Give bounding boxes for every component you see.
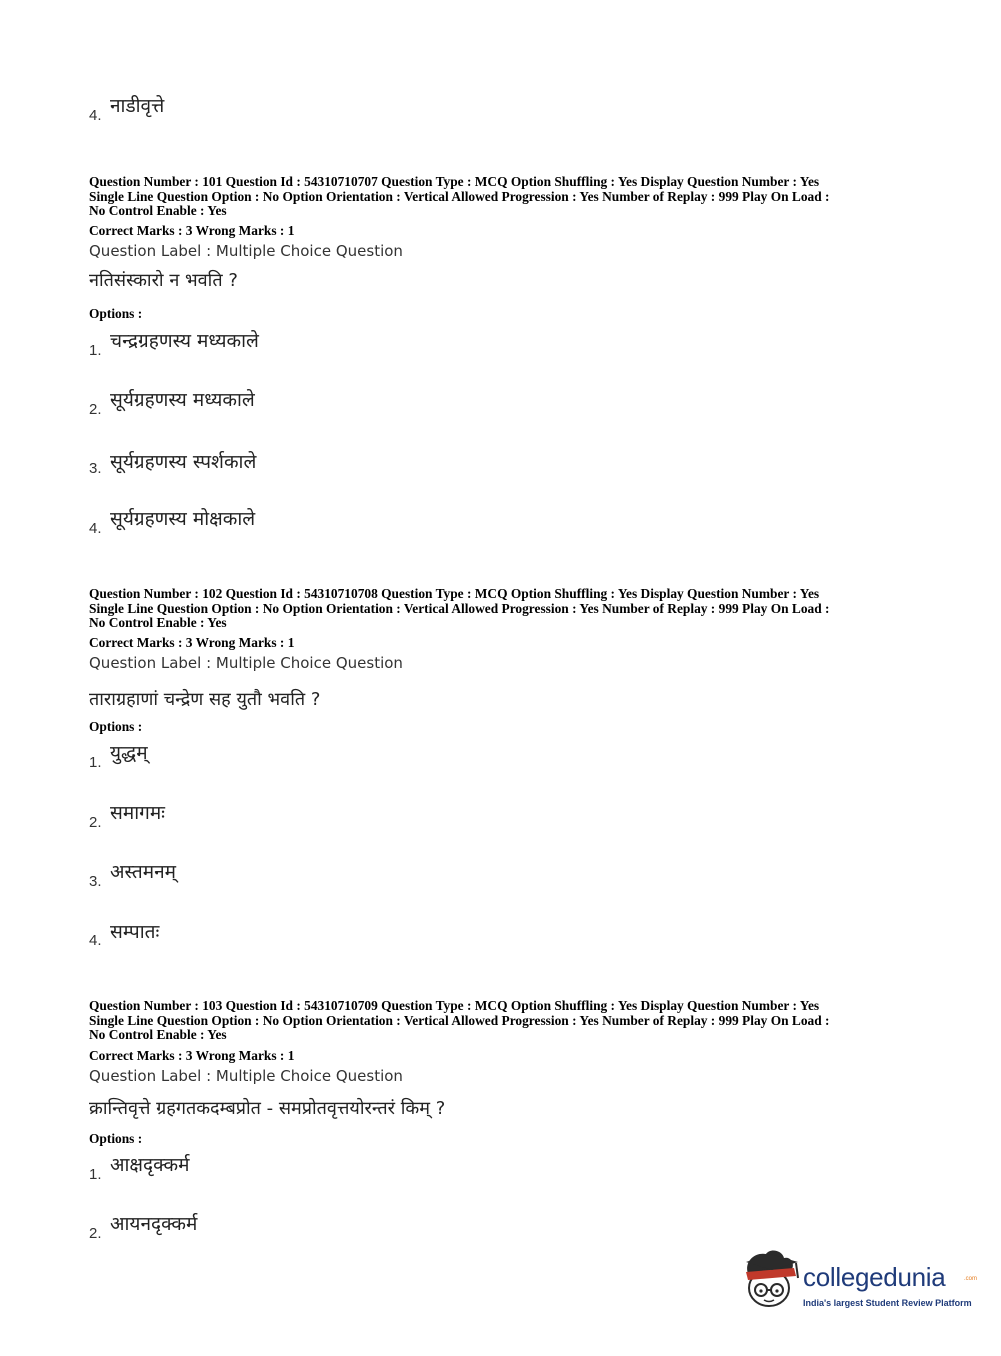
option-number: 2. [89,1225,102,1242]
option-text: आक्षदृक्कर्म [110,1154,190,1176]
options-heading: Options : [89,719,143,734]
option-number: 4. [89,520,102,537]
prev-option-number: 4. [89,107,102,124]
logo-wordmark: collegedunia [803,1262,946,1292]
question-block-102 [89,587,919,631]
question-block-103 [89,999,919,1043]
option-number: 3. [89,460,102,477]
question-text: क्रान्तिवृत्ते ग्रहगतकदम्बप्रोत - समप्रोतवृत्तयोरन्तरं किम् ? [89,1098,446,1119]
question-meta: Question Number : 101 Question Id : 54310710707 Question Type : MCQ Option Shuffling : Yes Display Question Number : Yes Single Line Question Option : No Option Orientation : Vertical Allowed Progression : Yes Number of Replay : 999 Play On Load : No Control Enable : Yes [89,174,830,219]
logo-domain-suffix: .com [964,1276,978,1282]
question-block-101 [89,175,919,219]
question-meta: Question Number : 103 Question Id : 54310710709 Question Type : MCQ Option Shuffling : Yes Display Question Number : Yes Single Line Question Option : No Option Orientation : Vertical Allowed Progression : Yes Number of Replay : 999 Play On Load : No Control Enable : Yes [89,998,830,1043]
option-text: समागमः [110,802,166,824]
option-text: अस्तमनम् [110,861,177,883]
question-marks: Correct Marks : 3 Wrong Marks : 1 [89,635,295,650]
option-number: 1. [89,1166,102,1183]
option-text: सम्पातः [110,921,160,943]
option-number: 1. [89,342,102,359]
question-marks: Correct Marks : 3 Wrong Marks : 1 [89,1048,295,1063]
options-heading: Options : [89,306,143,321]
option-number: 2. [89,401,102,418]
question-label: Question Label : Multiple Choice Question [89,242,403,260]
option-number: 1. [89,754,102,771]
options-heading: Options : [89,1131,143,1146]
option-text: चन्द्रग्रहणस्य मध्यकाले [110,330,259,352]
option-text: सूर्यग्रहणस्य मोक्षकाले [110,508,256,530]
question-text: नतिसंस्कारो न भवति ? [89,270,238,291]
option-text: सूर्यग्रहणस्य मध्यकाले [110,389,255,411]
prev-option-text: नाडीवृत्ते [110,95,165,117]
option-text: सूर्यग्रहणस्य स्पर्शकाले [110,451,257,473]
question-label: Question Label : Multiple Choice Question [89,1067,403,1085]
option-number: 3. [89,873,102,890]
collegedunia-logo [740,1248,978,1318]
option-text: आयनदृक्कर्म [110,1213,198,1235]
question-meta: Question Number : 102 Question Id : 54310710708 Question Type : MCQ Option Shuffling : Yes Display Question Number : Yes Single Line Question Option : No Option Orientation : Vertical Allowed Progression : Yes Number of Replay : 999 Play On Load : No Control Enable : Yes [89,586,830,631]
question-label: Question Label : Multiple Choice Question [89,654,403,672]
option-number: 2. [89,814,102,831]
option-number: 4. [89,932,102,949]
logo-tagline: India's largest Student Review Platform [803,1298,972,1308]
question-text: ताराग्रहाणां चन्द्रेण सह युतौ भवति ? [89,689,321,710]
question-marks: Correct Marks : 3 Wrong Marks : 1 [89,223,295,238]
collegedunia-mascot-icon [740,1248,802,1314]
option-text: युद्धम् [110,742,148,764]
